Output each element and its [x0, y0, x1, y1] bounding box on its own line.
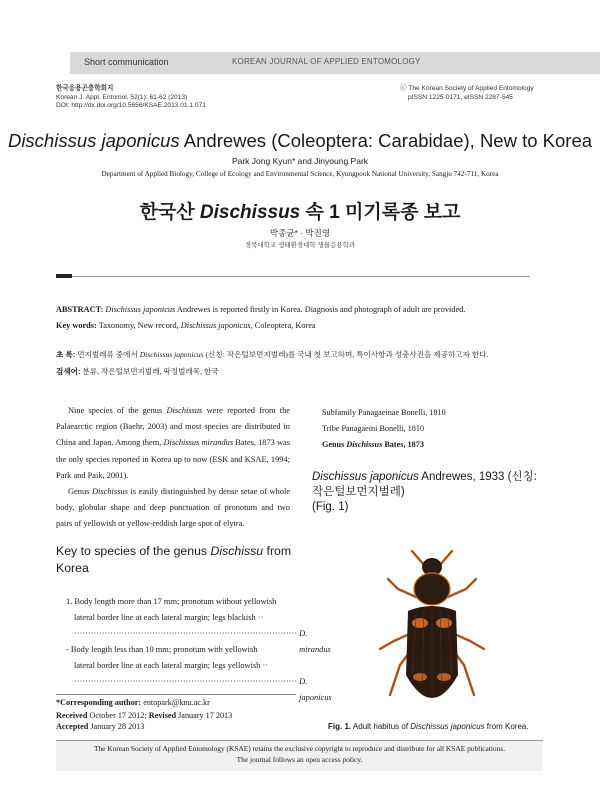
korean-title-pre: 한국산 — [139, 202, 200, 223]
tribe: Tribe Panagaeini Bonelli, 1810 — [322, 424, 425, 433]
beetle-spot — [437, 673, 451, 681]
footnote-rule — [56, 694, 296, 695]
correspondence-block: *Corresponding author: entopark@knu.ac.kr Received October 17 2012; Revised January 17 2013 Accepted January 28 2013 — [56, 698, 233, 731]
korean-keywords — [56, 366, 219, 377]
keywords-text-end: , Coleoptera, Korea — [250, 321, 316, 330]
beetle-pronotum — [414, 573, 450, 605]
key-heading: Key to species of the genus Dischissu from Korea — [56, 544, 292, 575]
divider — [70, 276, 530, 277]
korean-abstract-pre: 먼지벌레류 중에서 — [75, 350, 140, 359]
beetle-spot — [436, 618, 452, 628]
journal-banner: KOREAN JOURNAL OF APPLIED ENTOMOLOGY — [232, 57, 421, 66]
korean-authors: 박종균* · 박진영 — [269, 228, 331, 238]
korean-abstract — [56, 349, 488, 360]
copyright-footer — [56, 740, 543, 771]
section-label: Short communication — [84, 57, 169, 67]
doi-link[interactable]: DOI: http://dx.doi.org/10.5656/KSAE.2013.01.1.071 — [56, 102, 206, 109]
keywords — [56, 320, 316, 331]
authors: Park Jong Kyun* and Jinyoung Park — [231, 156, 369, 166]
beetle-spot — [412, 618, 428, 628]
copyright-block — [400, 85, 534, 102]
beetle-spot — [413, 673, 427, 681]
species-heading: Dischissus japonicus Andrewes, 1933 (신칭: 작은털보먼지벌레) (Fig. 1) — [312, 471, 537, 513]
keywords-label: Key words: — [56, 321, 97, 330]
korean-abstract-label: 초 록: — [56, 350, 76, 359]
title-rest: Andrewes (Coleoptera: Carabidae), New to Korea — [179, 130, 593, 151]
title-species: Dischissus japonicus — [7, 130, 180, 151]
beetle-photo — [372, 545, 492, 715]
abstract-label: ABSTRACT: — [56, 305, 104, 314]
citation: Korean J. Appl. Entomol. 52(1): 61-62 (2013) — [56, 93, 188, 101]
key-entry-1: 1. Body length more than 17 mm; pronotum without yellowish lateral border line at each lateral margin; legs blackish ·· ················································································ D. mirandus — [66, 597, 331, 654]
subfamily: Subfamily Panagaeinae Bonelli, 1810 — [322, 408, 446, 417]
email-link[interactable]: entopark@knu.ac.kr — [141, 698, 210, 707]
affiliation: Department of Applied Biology, College of Ecology and Environmental Science, Kyungpook National University, Sangju 742-711, Korea — [101, 170, 499, 178]
korean-title — [0, 197, 600, 224]
paragraph-intro: Nine species of the genus Dischissus were reported from the Palaearctic region (Baehr, 2003) and most species are distributed in China and Japan. Among them, Dischissus mirandus Bates, 1873 was the only species reported in Korea up to now (ESK and KSAE, 1994; Park and Paik, 2001). — [56, 406, 290, 480]
genus-line: Genus Dischissus Bates, 1873 — [322, 440, 424, 449]
korean-title-genus: Dischissus — [199, 202, 301, 223]
korean-abstract-post: (신칭: 작은털보먼지벌레)를 국내 첫 보고하며, 특이사항과 성충사진을 제공하고자 한다. — [203, 350, 489, 359]
abstract-species: Dischissus japonicus — [105, 305, 176, 314]
korean-keywords-text: 분류, 작은털보먼지벌레, 딱정벌레목, 한국 — [80, 367, 219, 376]
korean-abstract-species: Dischissus japonicus — [139, 350, 204, 359]
footer-line-2: The journal follows an open access policy. — [236, 755, 363, 764]
key-entry-2: - Body length less than 10 mm; pronotum with yellowish lateral border line at each lateral margin; legs yellowish ·· ················································································ D. japonicus — [66, 645, 332, 702]
divider-accent — [56, 274, 72, 278]
abstract — [56, 304, 465, 315]
journal-korean-name: 한국응용곤충학회지 — [56, 85, 114, 92]
figure-caption: Fig. 1. Adult habitus of Dischissus japonicus from Korea. — [328, 722, 529, 731]
copyright-notice: ⓒ The Korean Society of Applied Entomology — [400, 85, 534, 92]
paragraph-genus: Genus Dischissus is easily distinguished by dense setae of whole body, globular shape and deep punctuation of pronotum and two pairs of yellowish or yellow-reddish large spot of elytra. — [56, 487, 290, 529]
korean-affiliation: 경북대학교 생태환경대학 생물응용학과 — [244, 242, 356, 249]
citation-block — [56, 85, 206, 111]
keywords-species: Dischissus japonicus — [180, 321, 251, 330]
keywords-text: Taxonomy, New record, — [96, 321, 181, 330]
article-title — [0, 130, 600, 152]
issn: pISSN 1225-0171, eISSN 2287-545 — [408, 93, 513, 101]
footer-line-1: The Korean Society of Applied Entomology (KSAE) retains the exclusive copyright to reproduce and distribute for all KSAE publications. — [93, 744, 506, 753]
korean-keywords-label: 검색어: — [56, 367, 81, 376]
korean-title-post: 속 1 미기록종 보고 — [300, 202, 461, 223]
classification — [322, 405, 446, 453]
abstract-text: Andrewes is reported firstly in Korea. Diagnosis and photograph of adult are provided. — [175, 305, 466, 314]
